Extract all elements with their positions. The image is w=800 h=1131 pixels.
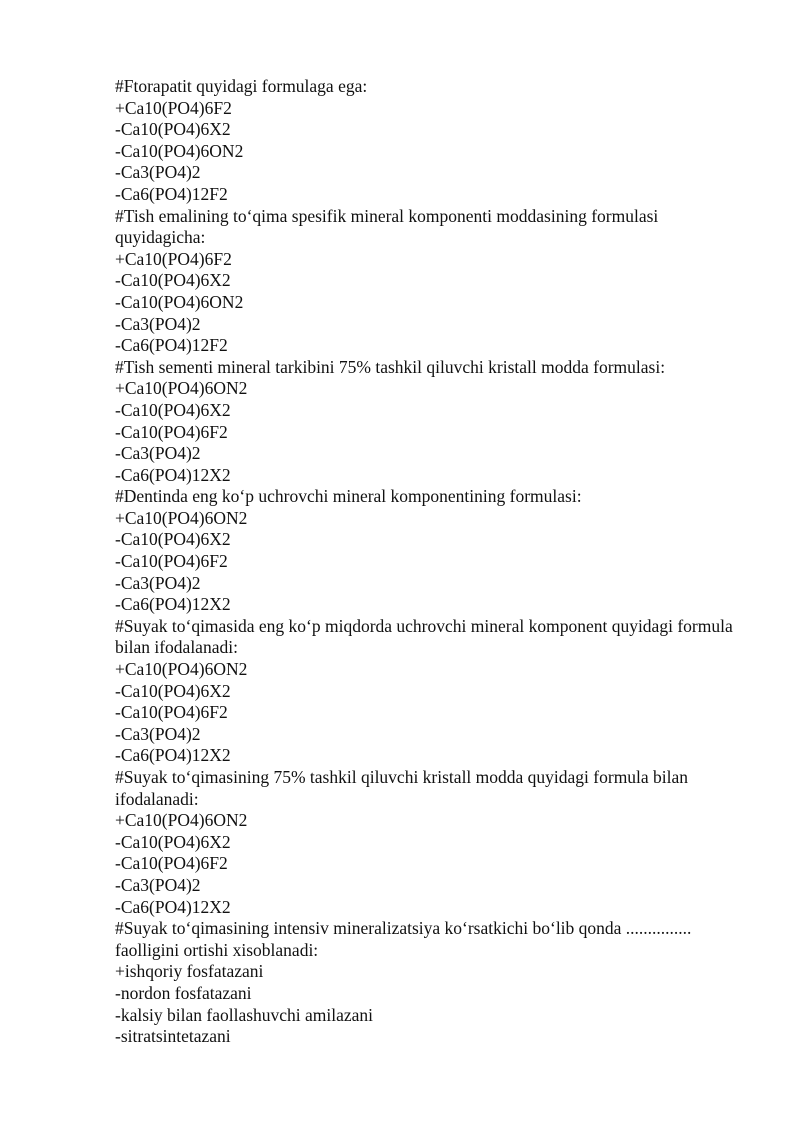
answer-option: +Ca10(PO4)6ON2 [115, 659, 248, 680]
answer-option: -Ca3(PO4)2 [115, 874, 201, 895]
answer-option: -Ca3(PO4)2 [115, 572, 201, 593]
document-page [115, 76, 745, 1048]
question-text: #Tish emalining to‘qima spesifik mineral komponenti moddasining formulasi quyidagicha: [115, 205, 663, 248]
question-text: #Suyak to‘qimasining 75% tashkil qiluvchi kristall modda quyidagi formula bilan ifodalanadi: [115, 767, 693, 809]
answer-option: -Ca10(PO4)6ON2 [115, 291, 244, 312]
answer-option: -nordon fosfatazani [115, 982, 252, 1003]
question-block [115, 76, 745, 206]
question-text: #Dentinda eng ko‘p uchrovchi mineral komponentining formulasi: [115, 486, 582, 507]
answer-option: +ishqoriy fosfatazani [115, 961, 264, 982]
answer-option: -Ca10(PO4)6X2 [115, 831, 231, 852]
answer-option: -Ca10(PO4)6X2 [115, 529, 231, 550]
answer-option: -Ca10(PO4)6F2 [115, 551, 228, 572]
question-block [115, 486, 745, 616]
answer-option: +Ca10(PO4)6ON2 [115, 378, 248, 399]
answer-option: -Ca6(PO4)12X2 [115, 896, 231, 917]
answer-option: -Ca10(PO4)6F2 [115, 702, 228, 723]
answer-option: -Ca10(PO4)6F2 [115, 421, 228, 442]
answer-option: +Ca10(PO4)6ON2 [115, 810, 248, 831]
answer-option: -Ca10(PO4)6X2 [115, 119, 231, 140]
answer-option: -Ca3(PO4)2 [115, 162, 201, 183]
question-text: #Suyak to‘qimasining intensiv mineralizatsiya ko‘rsatkichi bo‘lib qonda ............... faolligini ortishi xisoblanadi: [115, 918, 696, 960]
question-text: #Ftorapatit quyidagi formulaga ega: [115, 76, 368, 96]
answer-option: -Ca3(PO4)2 [115, 313, 201, 334]
question-text: #Tish sementi mineral tarkibini 75% tashkil qiluvchi kristall modda formulasi: [115, 356, 666, 377]
question-block [115, 357, 745, 487]
question-block [115, 206, 745, 357]
answer-option: +Ca10(PO4)6F2 [115, 248, 232, 269]
answer-option: -Ca10(PO4)6F2 [115, 853, 228, 874]
answer-option: -Ca6(PO4)12X2 [115, 464, 231, 485]
answer-option: -kalsiy bilan faollashuvchi amilazani [115, 1004, 374, 1025]
question-text: #Suyak to‘qimasida eng ko‘p miqdorda uchrovchi mineral komponent quyidagi formula bilan ifodalanadi: [115, 615, 738, 658]
answer-option: +Ca10(PO4)6ON2 [115, 507, 248, 528]
answer-option: -Ca6(PO4)12X2 [115, 594, 231, 615]
answer-option: -Ca10(PO4)6X2 [115, 680, 231, 701]
answer-option: -Ca3(PO4)2 [115, 723, 201, 744]
answer-option: -Ca10(PO4)6ON2 [115, 140, 244, 161]
answer-option: -Ca6(PO4)12F2 [115, 183, 228, 204]
answer-option: -Ca10(PO4)6X2 [115, 270, 231, 291]
answer-option: +Ca10(PO4)6F2 [115, 97, 232, 118]
question-block [115, 767, 745, 918]
answer-option: -sitratsintetazani [115, 1026, 231, 1047]
question-block [115, 918, 745, 1048]
question-block [115, 616, 745, 767]
answer-option: -Ca3(PO4)2 [115, 443, 201, 464]
answer-option: -Ca6(PO4)12X2 [115, 745, 231, 766]
answer-option: -Ca10(PO4)6X2 [115, 399, 231, 420]
answer-option: -Ca6(PO4)12F2 [115, 335, 228, 356]
